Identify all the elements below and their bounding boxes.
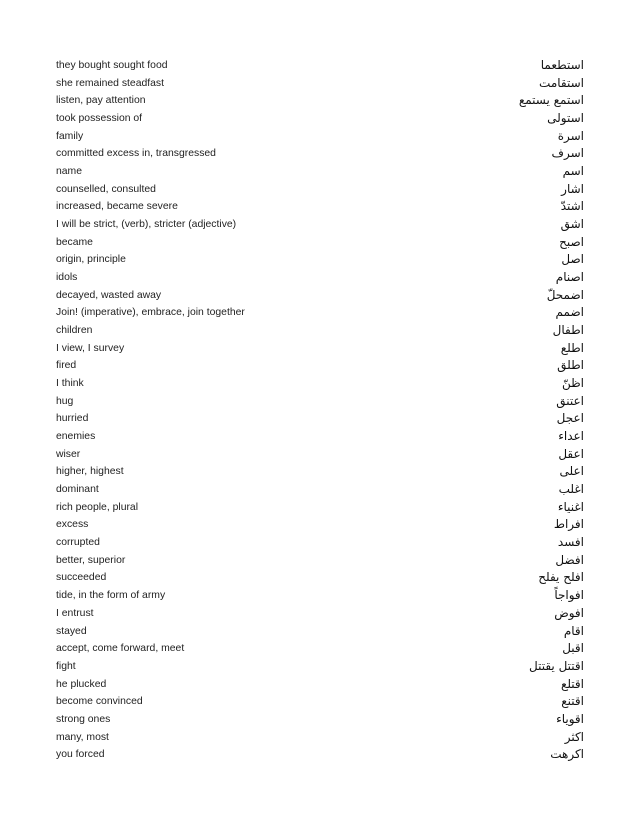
english-meaning: wiser [56, 448, 81, 460]
english-meaning: hurried [56, 413, 89, 425]
vocab-row [56, 375, 584, 393]
arabic-word: اقوياء [556, 711, 584, 726]
vocab-row [56, 676, 584, 694]
english-meaning: strong ones [56, 713, 111, 725]
arabic-word: اشتدّ [560, 199, 584, 214]
english-meaning: became [56, 236, 93, 248]
arabic-word: اظنّ [561, 376, 584, 391]
vocab-row [56, 499, 584, 517]
vocab-row [56, 605, 584, 623]
vocab-row [56, 729, 584, 747]
arabic-word: افوض [554, 605, 584, 620]
english-meaning: succeeded [56, 572, 107, 584]
vocab-row [56, 410, 584, 428]
english-meaning: enemies [56, 431, 96, 443]
english-meaning: she remained steadfast [56, 77, 165, 89]
english-meaning: listen, pay attention [56, 95, 146, 107]
arabic-word: اسم [562, 164, 584, 179]
vocab-row [56, 128, 584, 146]
vocab-row [56, 198, 584, 216]
vocab-row [56, 340, 584, 358]
english-meaning: accept, come forward, meet [56, 643, 185, 655]
arabic-word: اقتنع [561, 694, 584, 709]
arabic-word: افلح يفلح [538, 570, 584, 585]
arabic-word: اعجل [556, 411, 584, 426]
english-meaning: name [56, 166, 82, 178]
vocab-row [56, 446, 584, 464]
english-meaning: stayed [56, 625, 87, 637]
arabic-word: اضمم [555, 305, 584, 320]
arabic-word: اكثر [564, 729, 584, 744]
vocab-row [56, 75, 584, 93]
arabic-word: اسرف [551, 146, 584, 161]
english-meaning: higher, highest [56, 466, 124, 478]
arabic-word: استقامت [539, 75, 584, 90]
vocab-row [56, 181, 584, 199]
arabic-word: اطلق [557, 358, 584, 373]
arabic-word: افراط [553, 517, 584, 532]
vocab-row [56, 640, 584, 658]
vocab-row [56, 516, 584, 534]
arabic-word: اكرهت [550, 747, 584, 762]
english-meaning: he plucked [56, 678, 107, 690]
english-meaning: children [56, 325, 93, 337]
arabic-word: اشار [561, 181, 584, 196]
english-meaning: idols [56, 272, 78, 284]
vocab-row [56, 251, 584, 269]
english-meaning: I entrust [56, 607, 94, 619]
english-meaning: dominant [56, 484, 99, 496]
arabic-word: اقام [563, 623, 584, 638]
english-meaning: origin, principle [56, 254, 126, 266]
english-meaning: family [56, 130, 84, 142]
vocab-row [56, 658, 584, 676]
arabic-word: اعلى [559, 464, 584, 479]
arabic-word: اقتلع [560, 676, 584, 691]
arabic-word: افواجاً [554, 588, 584, 603]
vocab-row [56, 463, 584, 481]
arabic-word: اقبل [562, 641, 584, 656]
arabic-word: استولى [547, 111, 584, 126]
english-meaning: rich people, plural [56, 501, 139, 513]
english-meaning: I think [56, 378, 84, 390]
english-meaning: hug [56, 395, 74, 407]
english-meaning: fired [56, 360, 77, 372]
english-meaning: excess [56, 519, 89, 531]
english-meaning: I will be strict, (verb), stricter (adjective) [56, 219, 237, 231]
arabic-word: افضل [555, 552, 584, 567]
vocab-row [56, 287, 584, 305]
arabic-word: اصبح [559, 234, 584, 249]
english-meaning: corrupted [56, 537, 100, 549]
english-meaning: took possession of [56, 113, 143, 125]
vocab-row [56, 110, 584, 128]
vocab-row [56, 304, 584, 322]
vocab-row [56, 481, 584, 499]
vocab-row [56, 428, 584, 446]
vocab-row [56, 711, 584, 729]
vocab-row [56, 693, 584, 711]
vocab-row [56, 534, 584, 552]
arabic-word: استمع يستمع [518, 93, 584, 108]
vocab-row [56, 746, 584, 764]
arabic-word: اشق [560, 217, 584, 232]
arabic-word: اغلب [558, 482, 584, 497]
english-meaning: I view, I survey [56, 342, 125, 354]
arabic-word: اطفال [552, 323, 584, 338]
arabic-word: اطلع [560, 340, 584, 355]
arabic-word: اغنياء [557, 499, 584, 514]
vocabulary-list [56, 57, 584, 764]
vocab-row [56, 234, 584, 252]
vocab-row [56, 269, 584, 287]
english-meaning: fight [56, 660, 76, 672]
english-meaning: tide, in the form of army [56, 590, 166, 602]
arabic-word: اعتنق [556, 393, 584, 408]
vocab-row [56, 393, 584, 411]
arabic-word: اقتتل يقتتل [529, 658, 584, 673]
vocab-row [56, 92, 584, 110]
vocab-row [56, 623, 584, 641]
english-meaning: you forced [56, 749, 105, 761]
english-meaning: committed excess in, transgressed [56, 148, 216, 160]
vocab-row [56, 145, 584, 163]
arabic-word: اعداء [558, 429, 584, 444]
vocab-row [56, 216, 584, 234]
arabic-word: استطعما [540, 58, 584, 72]
vocab-row [56, 163, 584, 181]
english-meaning: many, most [56, 731, 109, 743]
arabic-word: افسد [557, 535, 584, 550]
vocab-row [56, 552, 584, 570]
arabic-word: اصل [561, 252, 584, 267]
english-meaning: counselled, consulted [56, 183, 156, 195]
english-meaning: increased, became severe [56, 201, 178, 213]
arabic-word: اعقل [558, 446, 584, 461]
english-meaning: Join! (imperative), embrace, join together [56, 307, 245, 319]
english-meaning: they bought sought food [56, 60, 168, 71]
vocab-row [56, 357, 584, 375]
vocab-row [56, 587, 584, 605]
vocab-row [56, 57, 584, 75]
arabic-word: اضمحلّ [546, 287, 584, 302]
vocab-row [56, 322, 584, 340]
english-meaning: become convinced [56, 696, 143, 708]
english-meaning: better, superior [56, 554, 126, 566]
vocab-row [56, 569, 584, 587]
english-meaning: decayed, wasted away [56, 289, 162, 301]
arabic-word: اسرة [557, 128, 584, 143]
arabic-word: اصنام [555, 270, 584, 285]
